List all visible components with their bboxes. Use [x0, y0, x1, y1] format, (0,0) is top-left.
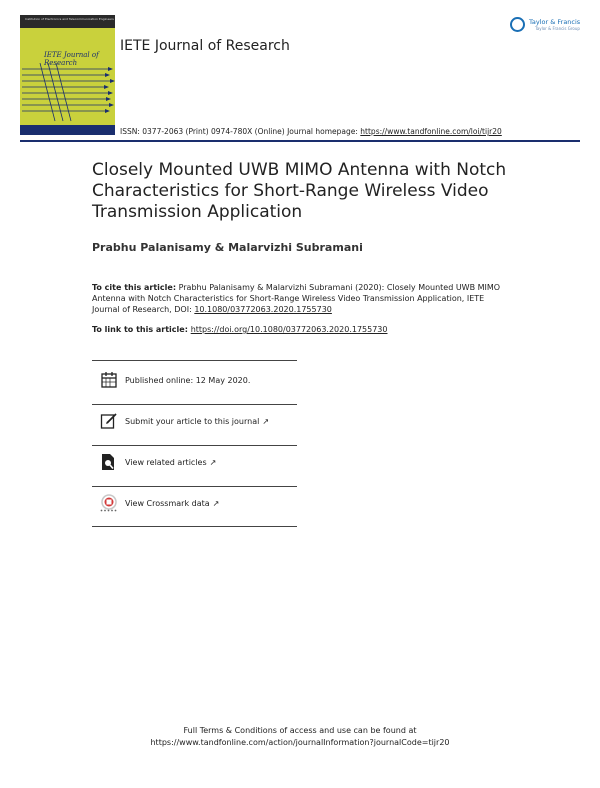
cover-band-text: Institution of Electronics and Telecommunication Engineers: [25, 17, 114, 21]
submit-article-item[interactable]: [100, 412, 300, 434]
search-document-icon: [100, 453, 118, 471]
article-doi-url[interactable]: https://doi.org/10.1080/03772063.2020.1755730: [190, 325, 388, 334]
cover-graphic: [20, 63, 115, 123]
doi-link[interactable]: 10.1080/03772063.2020.1755730: [194, 305, 332, 314]
published-online-item: [100, 371, 300, 393]
journal-homepage-link[interactable]: https://www.tandfonline.com/loi/tijr20: [360, 127, 502, 136]
divider: [92, 360, 297, 361]
crossmark-item[interactable]: [100, 494, 300, 516]
footer-terms-text: Full Terms & Conditions of access and use can be found at: [183, 726, 417, 735]
crossmark-icon: [100, 494, 118, 512]
publisher-logo-subtext: Taylor & Francis Group: [535, 26, 580, 31]
publisher-logo[interactable]: [510, 16, 585, 36]
submit-article-link[interactable]: [125, 417, 269, 426]
journal-name[interactable]: IETE Journal of Research: [120, 38, 290, 54]
footer: [0, 725, 600, 749]
article-title: Closely Mounted UWB MIMO Antenna with Notch Characteristics for Short-Range Wireless Video Transmission Application: [92, 160, 507, 222]
divider: [92, 445, 297, 446]
publisher-logo-text: Taylor & Francis: [529, 18, 581, 26]
external-link-icon: ↗: [209, 458, 217, 467]
cover-title: IETE Journal of Research: [44, 51, 99, 67]
article-authors: Prabhu Palanisamy & Malarvizhi Subramani: [92, 241, 363, 254]
submit-article-label: Submit your article to this journal: [125, 417, 260, 426]
divider: [92, 486, 297, 487]
crossmark-label: View Crossmark data: [125, 499, 210, 508]
related-articles-link[interactable]: [125, 458, 216, 467]
related-articles-item[interactable]: [100, 453, 300, 475]
divider: [92, 526, 297, 527]
citation-block: [92, 282, 502, 315]
edit-icon: [100, 412, 118, 430]
cover-top-band: [20, 15, 115, 28]
publisher-logo-icon: [510, 17, 525, 32]
related-articles-label: View related articles: [125, 458, 207, 467]
link-label: To link to this article:: [92, 325, 191, 334]
cover-bottom-band: [20, 125, 115, 135]
footer-terms-link[interactable]: https://www.tandfonline.com/action/journalInformation?journalCode=tijr20: [150, 738, 450, 747]
article-link-block: [92, 325, 388, 334]
cite-text: Prabhu Palanisamy & Malarvizhi Subramani (2020): Closely Mounted UWB MIMO Antenna with Notch Characteristics for Short-Range Wireless Video Transmission Application, IETE Journal of Research, DOI:: [92, 283, 501, 314]
external-link-icon: ↗: [212, 499, 220, 508]
issn-text: ISSN: 0377-2063 (Print) 0974-780X (Online) Journal homepage:: [120, 127, 361, 136]
external-link-icon: ↗: [262, 417, 270, 426]
cite-label: To cite this article:: [92, 283, 177, 292]
journal-cover-image: [20, 15, 115, 135]
issn-line: [120, 127, 502, 136]
crossmark-link[interactable]: [125, 499, 219, 508]
published-online-text: Published online: 12 May 2020.: [125, 376, 251, 385]
divider: [92, 404, 297, 405]
header-divider: [20, 140, 580, 142]
calendar-icon: [100, 371, 118, 389]
